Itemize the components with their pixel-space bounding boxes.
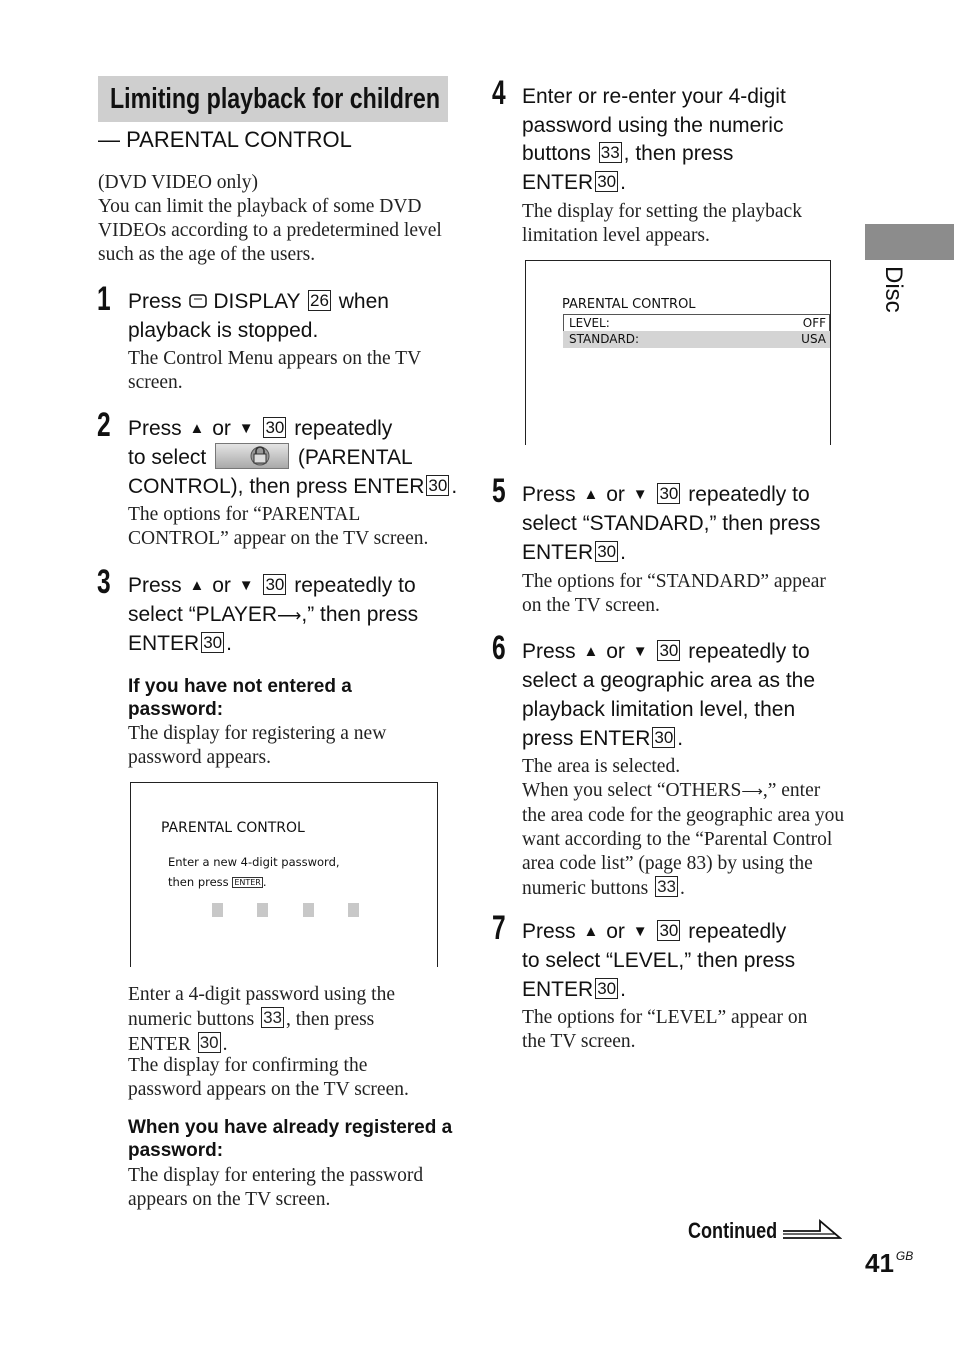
not-entered-text: The display for registering a new password appears. bbox=[128, 723, 387, 768]
step-4-key2: 30 bbox=[597, 172, 617, 191]
step-2-line-3: CONTROL), then press ENTER 30 . bbox=[128, 475, 458, 498]
step-6-line-4: press ENTER 30 . bbox=[522, 727, 684, 750]
step-6-note-2: When you select “OTHERS⟶,” enter the area code for the geographic area you want according to the “Parental Control area code list” (page 83) by using the numeric buttons 33 . bbox=[522, 780, 845, 899]
up-arrow-icon: ▲ bbox=[189, 577, 205, 594]
step-1-press: Press bbox=[128, 290, 182, 313]
right-arrow-icon: ⟶ bbox=[741, 784, 763, 800]
screen2-level-value: OFF bbox=[802, 316, 826, 330]
step-4-l4: ENTER bbox=[522, 171, 594, 194]
step-3-number: 3 bbox=[97, 563, 111, 601]
page-region: GB bbox=[895, 1249, 914, 1263]
down-arrow-icon: ▼ bbox=[238, 577, 254, 594]
step-2-l2end: (PARENTAL bbox=[297, 446, 413, 469]
side-tab-bar bbox=[865, 224, 954, 260]
step-3-line-2 bbox=[128, 600, 418, 630]
not-entered-key2: 30 bbox=[199, 1033, 219, 1052]
already-registered-heading: When you have already registered a password: bbox=[128, 1117, 453, 1161]
step-2-to-select: to select bbox=[128, 446, 207, 469]
screen2-level-row bbox=[563, 314, 830, 332]
down-arrow-icon: ▼ bbox=[632, 643, 648, 660]
step-5-l3: ENTER bbox=[522, 541, 594, 564]
step-2-note: The options for “PARENTAL CONTROL” appear on the TV screen. bbox=[128, 504, 429, 549]
step-5-key2: 30 bbox=[597, 542, 617, 561]
display-button-icon bbox=[189, 294, 207, 308]
step-1-number: 1 bbox=[97, 280, 111, 318]
step-3-line-1 bbox=[128, 571, 416, 600]
step-7-l1end: repeatedly bbox=[688, 920, 787, 943]
step-7-line-2: to select “LEVEL,” then press bbox=[522, 949, 796, 972]
step-2-or: or bbox=[212, 417, 231, 440]
side-tab-label: Disc bbox=[880, 266, 907, 313]
parental-control-lock-icon bbox=[215, 443, 289, 469]
password-digit-1 bbox=[212, 903, 223, 917]
step-7-line-1 bbox=[522, 917, 786, 946]
screen2-standard-label: STANDARD: bbox=[569, 332, 640, 346]
step-3-l2end: ,” then press bbox=[301, 603, 419, 626]
step-1-key: 26 bbox=[310, 291, 329, 310]
step-5-number: 5 bbox=[492, 472, 506, 510]
step-6-line-2: select a geographic area as the bbox=[522, 669, 816, 692]
step-5-or: or bbox=[606, 483, 625, 506]
step-6-line-1 bbox=[522, 637, 810, 666]
password-digit-2 bbox=[257, 903, 268, 917]
not-entered-after: Enter a 4-digit password using the numeric buttons 33 , then press ENTER 30 . bbox=[128, 984, 395, 1055]
step-5-key: 30 bbox=[659, 484, 679, 503]
section-subtitle: — PARENTAL CONTROL bbox=[98, 127, 352, 152]
step-3-press: Press bbox=[128, 574, 182, 597]
step-3-or: or bbox=[212, 574, 231, 597]
step-7-note: The options for “LEVEL” appear on the TV screen. bbox=[522, 1007, 808, 1052]
page-number-value: 41 bbox=[865, 1248, 894, 1278]
step-6-line-3: playback limitation level, then bbox=[522, 698, 796, 721]
screen2-title: PARENTAL CONTROL bbox=[562, 297, 696, 312]
step-3-key: 30 bbox=[265, 575, 285, 594]
step-4-line-3 bbox=[522, 139, 733, 168]
step-2-line-1 bbox=[128, 414, 392, 443]
step-3-l1end: repeatedly to bbox=[294, 574, 416, 597]
not-entered-heading: If you have not entered a password: bbox=[128, 676, 352, 720]
step-2-l3: CONTROL), then press ENTER bbox=[128, 475, 425, 498]
screen2-standard-row bbox=[563, 331, 830, 348]
step-4-l3end: , then press bbox=[623, 142, 734, 165]
down-arrow-icon: ▼ bbox=[238, 420, 254, 437]
step-7-or: or bbox=[606, 920, 625, 943]
step-4-line-2: password using the numeric bbox=[522, 114, 784, 137]
screen2-level-label: LEVEL: bbox=[569, 316, 610, 330]
step-7-l3: ENTER bbox=[522, 978, 594, 1001]
step-2-press: Press bbox=[128, 417, 182, 440]
up-arrow-icon: ▲ bbox=[189, 420, 205, 437]
step-7-key: 30 bbox=[659, 921, 679, 940]
step-6-note-2a: When you select “OTHERS bbox=[522, 780, 742, 801]
step-7-key2: 30 bbox=[597, 979, 617, 998]
not-entered-after-b: , then press ENTER bbox=[128, 1009, 375, 1055]
screen1-line1: Enter a new 4-digit password, bbox=[168, 855, 340, 869]
step-2-line-2 bbox=[128, 443, 413, 472]
step-3-l3: ENTER bbox=[128, 632, 200, 655]
step-3-l2: select “PLAYER bbox=[128, 603, 277, 626]
step-6-l1end: repeatedly to bbox=[688, 640, 810, 663]
right-arrow-icon: ⟶ bbox=[277, 606, 302, 625]
step-6-note-2b: ,” enter the area code for the geographic area you want according to the “Parental Control area code list” (page 83) by using the numeric buttons bbox=[522, 780, 845, 899]
not-entered-confirm: The display for confirming the password appears on the TV screen. bbox=[128, 1055, 409, 1100]
step-4-line-4: ENTER 30 . bbox=[522, 171, 626, 194]
intro-text: You can limit the playback of some DVD VIDEOs according to a predetermined level such as the age of the users. bbox=[98, 196, 442, 265]
step-4-line-1: Enter or re-enter your 4-digit bbox=[522, 85, 786, 108]
step-7-press: Press bbox=[522, 920, 576, 943]
screen1-then-press: then press bbox=[168, 875, 229, 889]
up-arrow-icon: ▲ bbox=[583, 486, 599, 503]
step-6-press: Press bbox=[522, 640, 576, 663]
step-4-number: 4 bbox=[492, 74, 506, 112]
continued-label bbox=[688, 1218, 797, 1244]
screen1-title: PARENTAL CONTROL bbox=[161, 820, 305, 836]
step-7-number: 7 bbox=[492, 909, 506, 947]
step-5-note: The options for “STANDARD” appear on the TV screen. bbox=[522, 571, 826, 616]
step-5-line-3: ENTER 30 . bbox=[522, 541, 626, 564]
step-3-key2: 30 bbox=[203, 633, 223, 652]
tv-screen-new-password bbox=[130, 782, 438, 967]
step-2-key2: 30 bbox=[428, 476, 448, 495]
password-digit-4 bbox=[348, 903, 359, 917]
step-2-l1end: repeatedly bbox=[294, 417, 393, 440]
step-6-or: or bbox=[606, 640, 625, 663]
screen1-line2: then press ENTER . bbox=[168, 875, 267, 889]
step-5-line-1 bbox=[522, 480, 810, 509]
not-entered-after-a: Enter a 4-digit password using the numeric buttons bbox=[128, 984, 395, 1030]
step-6-l4: press ENTER bbox=[522, 727, 651, 750]
continued-text: Continued bbox=[688, 1218, 778, 1243]
step-6-number: 6 bbox=[492, 629, 506, 667]
step-5-press: Press bbox=[522, 483, 576, 506]
step-5-line-2: select “STANDARD,” then press bbox=[522, 512, 821, 535]
down-arrow-icon: ▼ bbox=[632, 486, 648, 503]
step-1-note: The Control Menu appears on the TV screen. bbox=[128, 348, 421, 393]
not-entered-key: 33 bbox=[263, 1008, 282, 1027]
step-6-key2: 30 bbox=[654, 728, 674, 747]
step-2-key: 30 bbox=[265, 418, 285, 437]
step-7-line-3: ENTER 30 . bbox=[522, 978, 626, 1001]
up-arrow-icon: ▲ bbox=[583, 643, 599, 660]
step-5-l1end: repeatedly to bbox=[688, 483, 810, 506]
page-number bbox=[865, 1248, 913, 1279]
step-6-key: 30 bbox=[659, 641, 679, 660]
section-title: Limiting playback for children bbox=[110, 83, 441, 115]
down-arrow-icon: ▼ bbox=[632, 923, 648, 940]
step-4-note: The display for setting the playback limitation level appears. bbox=[522, 201, 802, 246]
step-1-display-label: DISPLAY bbox=[213, 290, 301, 313]
tv-screen-parental-options bbox=[525, 260, 831, 445]
step-3-line-3: ENTER 30 . bbox=[128, 632, 232, 655]
continued-arrow-icon bbox=[782, 1219, 842, 1241]
up-arrow-icon: ▲ bbox=[583, 923, 599, 940]
already-registered-text: The display for entering the password appears on the TV screen. bbox=[128, 1165, 424, 1210]
step-6-note-1: The area is selected. bbox=[522, 756, 681, 777]
step-2-number: 2 bbox=[97, 406, 111, 444]
step-6-key3: 33 bbox=[657, 877, 676, 896]
password-digit-3 bbox=[303, 903, 314, 917]
step-4-key: 33 bbox=[600, 143, 620, 162]
screen2-standard-value: USA bbox=[801, 332, 826, 346]
step-1-instruction bbox=[128, 287, 448, 345]
step-4-l3: buttons bbox=[522, 142, 591, 165]
intro-dvd-only: (DVD VIDEO only) bbox=[98, 172, 258, 193]
step-1-after: when playback is stopped. bbox=[128, 290, 389, 342]
screen1-enter-key: ENTER bbox=[234, 878, 261, 887]
